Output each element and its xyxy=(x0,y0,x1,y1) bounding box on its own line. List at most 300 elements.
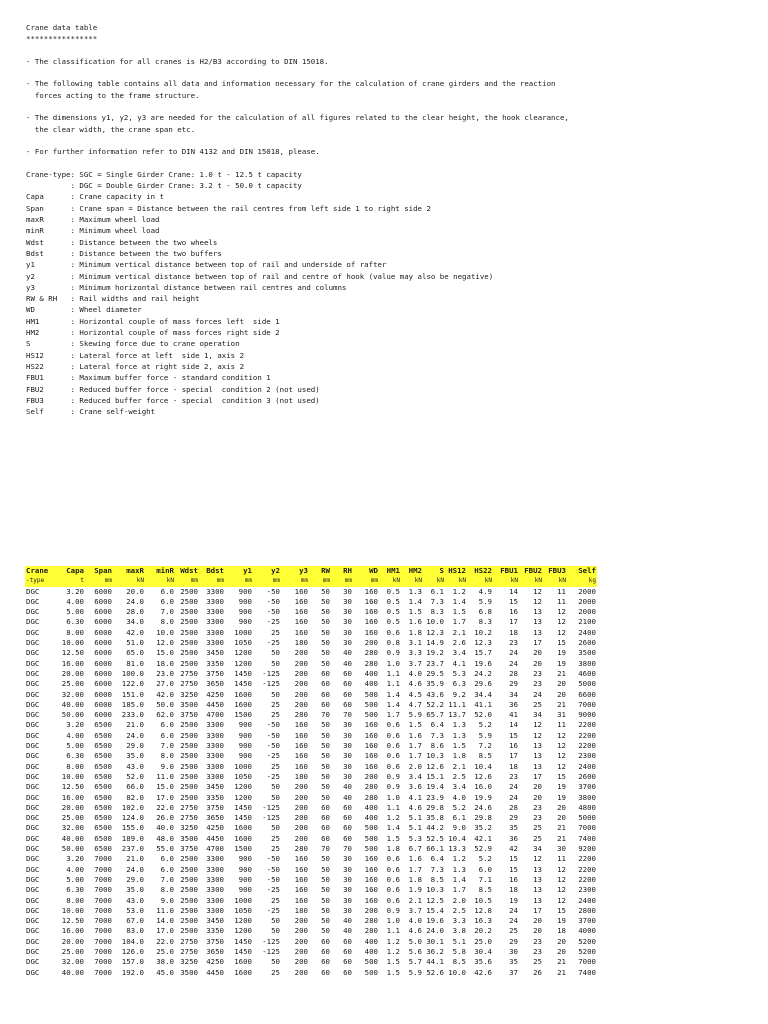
table-cell: 21 xyxy=(557,699,566,709)
table-cell: -50 xyxy=(266,720,280,730)
table-cell: 60 xyxy=(321,833,330,843)
table-cell: DGC xyxy=(26,607,40,617)
table-cell: 1.7 xyxy=(452,617,466,627)
table-cell: 1000 xyxy=(234,895,252,905)
table-cell: 10.00 xyxy=(61,905,84,915)
table-cell: 17.0 xyxy=(156,792,174,802)
table-cell: 13 xyxy=(533,874,542,884)
table-cell: 2.1 xyxy=(408,895,422,905)
table-cell: 160 xyxy=(364,617,378,627)
table-cell: 28.0 xyxy=(126,607,144,617)
table-cell: 55.0 xyxy=(156,844,174,854)
table-cell: 15.0 xyxy=(156,782,174,792)
table-cell: 30 xyxy=(343,638,352,648)
table-cell: 2500 xyxy=(180,771,198,781)
table-cell: 41 xyxy=(509,710,518,720)
table-cell: 15 xyxy=(509,596,518,606)
table-cell: 50.00 xyxy=(61,710,84,720)
table-cell: 280 xyxy=(364,648,378,658)
table-cell: 2750 xyxy=(180,668,198,678)
table-cell: 13 xyxy=(533,627,542,637)
table-cell: 2750 xyxy=(180,813,198,823)
table-cell: 8.0 xyxy=(160,751,174,761)
table-cell: 25 xyxy=(533,957,542,967)
table-cell: 200 xyxy=(294,833,308,843)
table-cell: 16.3 xyxy=(474,916,492,926)
table-cell: DGC xyxy=(26,885,40,895)
note-line: Capa : Crane capacity in t xyxy=(26,192,164,202)
table-cell: 900 xyxy=(238,720,252,730)
table-cell: 1600 xyxy=(234,957,252,967)
table-cell: 900 xyxy=(238,596,252,606)
table-cell: 3250 xyxy=(180,689,198,699)
table-cell: 6500 xyxy=(94,720,112,730)
table-cell: 4.6 xyxy=(408,926,422,936)
table-cell: 30 xyxy=(343,771,352,781)
table-cell: 44.2 xyxy=(426,823,444,833)
table-cell: 4450 xyxy=(206,967,224,977)
table-cell: 6500 xyxy=(94,813,112,823)
table-row xyxy=(25,648,597,658)
table-cell: 25.00 xyxy=(61,679,84,689)
table-cell: 185.0 xyxy=(121,699,144,709)
table-cell: 37 xyxy=(509,967,518,977)
table-cell: 1.4 xyxy=(452,874,466,884)
column-unit: kN xyxy=(467,576,493,586)
table-cell: 1.6 xyxy=(408,617,422,627)
table-cell: 14.0 xyxy=(156,916,174,926)
table-cell: 20 xyxy=(557,679,566,689)
table-row xyxy=(25,679,597,689)
table-cell: 82.0 xyxy=(126,792,144,802)
table-cell: 2400 xyxy=(578,895,596,905)
table-cell: 6.0 xyxy=(160,596,174,606)
table-cell: 192.0 xyxy=(121,967,144,977)
table-cell: 1.8 xyxy=(452,751,466,761)
table-cell: 1.3 xyxy=(408,586,422,596)
note-line: Crane-type: SGC = Single Girder Crane: 1.0 t - 12.5 t capacity xyxy=(26,169,302,179)
table-cell: 200 xyxy=(294,699,308,709)
table-cell: 24.0 xyxy=(126,596,144,606)
table-cell: 24.6 xyxy=(474,802,492,812)
table-cell: 23 xyxy=(533,679,542,689)
table-cell: -50 xyxy=(266,741,280,751)
table-cell: 83.0 xyxy=(126,926,144,936)
table-cell: 20.2 xyxy=(474,926,492,936)
table-cell: 5.9 xyxy=(478,596,492,606)
table-cell: 122.0 xyxy=(121,679,144,689)
table-cell: 280 xyxy=(294,710,308,720)
table-cell: 35.9 xyxy=(426,679,444,689)
table-cell: 20 xyxy=(557,689,566,699)
column-header: y1 xyxy=(225,566,253,576)
table-cell: 2000 xyxy=(578,607,596,617)
table-row xyxy=(25,690,597,700)
note-line: - For further information refer to DIN 4132 and DIN 15018, please. xyxy=(26,147,320,157)
table-cell: 15 xyxy=(509,864,518,874)
table-cell: DGC xyxy=(26,844,40,854)
column-unit: mm xyxy=(253,576,281,586)
table-cell: 17 xyxy=(509,751,518,761)
table-cell: 12 xyxy=(557,864,566,874)
table-cell: 1200 xyxy=(234,648,252,658)
table-cell: 5200 xyxy=(578,946,596,956)
table-cell: 3500 xyxy=(180,699,198,709)
table-cell: 124.0 xyxy=(121,813,144,823)
table-cell: 50 xyxy=(321,586,330,596)
table-cell: 200 xyxy=(294,802,308,812)
table-cell: 4700 xyxy=(206,710,224,720)
table-cell: 32.00 xyxy=(61,957,84,967)
table-cell: 16 xyxy=(509,874,518,884)
table-cell: 189.0 xyxy=(121,833,144,843)
table-cell: 0.5 xyxy=(386,596,400,606)
table-cell: 30 xyxy=(343,730,352,740)
table-cell: 70 xyxy=(321,844,330,854)
table-cell: 500 xyxy=(364,823,378,833)
table-cell: 4.1 xyxy=(408,792,422,802)
table-cell: 5.2 xyxy=(478,854,492,864)
table-cell: 3350 xyxy=(206,658,224,668)
table-cell: 13.3 xyxy=(448,844,466,854)
table-cell: 3700 xyxy=(578,916,596,926)
table-cell: 160 xyxy=(364,895,378,905)
table-cell: 1.3 xyxy=(452,720,466,730)
table-cell: 5.0 xyxy=(408,936,422,946)
table-cell: 7000 xyxy=(94,895,112,905)
table-cell: 500 xyxy=(364,710,378,720)
table-cell: 40.00 xyxy=(61,699,84,709)
table-cell: 6.1 xyxy=(430,586,444,596)
table-cell: 1000 xyxy=(234,627,252,637)
table-cell: 2500 xyxy=(180,751,198,761)
table-cell: -125 xyxy=(262,936,280,946)
table-cell: 15.4 xyxy=(426,905,444,915)
table-cell: 200 xyxy=(294,782,308,792)
table-cell: 25 xyxy=(533,823,542,833)
table-cell: 50 xyxy=(271,689,280,699)
table-cell: 0.9 xyxy=(386,782,400,792)
table-cell: 16 xyxy=(509,741,518,751)
table-cell: 30 xyxy=(343,761,352,771)
table-cell: 3300 xyxy=(206,771,224,781)
table-row xyxy=(25,906,597,916)
table-row xyxy=(25,587,597,597)
table-cell: 6000 xyxy=(94,627,112,637)
table-cell: 52.9 xyxy=(474,844,492,854)
table-cell: 6.7 xyxy=(408,844,422,854)
table-cell: 2750 xyxy=(180,946,198,956)
table-row xyxy=(25,741,597,751)
table-cell: 6.30 xyxy=(66,617,84,627)
note-line xyxy=(26,45,726,56)
table-cell: 180 xyxy=(294,771,308,781)
table-cell: 10.3 xyxy=(426,751,444,761)
table-cell: 42.6 xyxy=(474,967,492,977)
table-cell: 0.8 xyxy=(386,638,400,648)
table-cell: 15 xyxy=(557,638,566,648)
table-cell: 3500 xyxy=(180,833,198,843)
table-cell: 7.2 xyxy=(478,741,492,751)
table-cell: 2200 xyxy=(578,741,596,751)
note-line: y3 : Minimum horizontal distance between rail centres and columns xyxy=(26,282,347,292)
table-unit-row xyxy=(25,576,597,586)
table-cell: 53.0 xyxy=(126,905,144,915)
table-cell: 42.1 xyxy=(474,833,492,843)
table-cell: 10.0 xyxy=(448,967,466,977)
table-cell: 7.3 xyxy=(430,730,444,740)
table-cell: 4.00 xyxy=(66,596,84,606)
table-cell: 3.4 xyxy=(452,648,466,658)
column-header: Bdst xyxy=(199,566,225,576)
table-cell: 1.3 xyxy=(452,864,466,874)
table-cell: 2500 xyxy=(180,864,198,874)
table-cell: 20.0 xyxy=(126,586,144,596)
table-cell: 36.2 xyxy=(426,946,444,956)
table-cell: 50 xyxy=(271,916,280,926)
column-unit: kN xyxy=(493,576,519,586)
table-cell: 23 xyxy=(533,802,542,812)
table-cell: 50 xyxy=(321,916,330,926)
table-cell: 6000 xyxy=(94,607,112,617)
table-cell: 23 xyxy=(509,638,518,648)
table-cell: 19.4 xyxy=(426,782,444,792)
table-cell: 12 xyxy=(557,741,566,751)
table-cell: 42.0 xyxy=(156,689,174,699)
table-cell: 17.0 xyxy=(156,926,174,936)
table-cell: 200 xyxy=(294,823,308,833)
table-cell: 40 xyxy=(343,648,352,658)
table-cell: 1500 xyxy=(234,844,252,854)
table-cell: 0.5 xyxy=(386,617,400,627)
table-cell: 200 xyxy=(294,916,308,926)
note-line: : DGC = Double Girder Crane: 3.2 t - 50.0 t capacity xyxy=(26,181,302,191)
table-cell: 7400 xyxy=(578,833,596,843)
table-cell: 24.0 xyxy=(426,926,444,936)
table-cell: 32.00 xyxy=(61,689,84,699)
table-cell: 2400 xyxy=(578,627,596,637)
note-line: y2 : Minimum vertical distance between top of rail and centre of hook (value may also be negative) xyxy=(26,271,494,281)
table-cell: 15 xyxy=(509,854,518,864)
table-cell: 200 xyxy=(294,658,308,668)
table-cell: 7000 xyxy=(94,946,112,956)
table-cell: 6500 xyxy=(94,833,112,843)
table-cell: 1.5 xyxy=(386,967,400,977)
table-cell: 1.5 xyxy=(408,607,422,617)
table-cell: 20 xyxy=(533,658,542,668)
table-cell: 60 xyxy=(343,802,352,812)
table-cell: 100.0 xyxy=(121,668,144,678)
table-cell: 2500 xyxy=(180,782,198,792)
table-cell: 5.2 xyxy=(478,720,492,730)
table-cell: 22.0 xyxy=(156,802,174,812)
table-cell: 1450 xyxy=(234,668,252,678)
table-cell: 102.0 xyxy=(121,802,144,812)
table-cell: 200 xyxy=(294,679,308,689)
table-cell: 16.0 xyxy=(474,782,492,792)
table-cell: 30.1 xyxy=(426,936,444,946)
table-cell: 160 xyxy=(294,586,308,596)
table-cell: 3500 xyxy=(180,967,198,977)
table-cell: 3300 xyxy=(206,638,224,648)
note-line: forces acting to the frame structure. xyxy=(26,90,200,100)
table-cell: 60 xyxy=(343,699,352,709)
note-line: S : Skewing force due to crane operation xyxy=(26,339,240,349)
table-cell: 0.5 xyxy=(386,607,400,617)
table-cell: 21.0 xyxy=(126,854,144,864)
table-cell: 6000 xyxy=(94,617,112,627)
table-cell: 3750 xyxy=(180,710,198,720)
table-cell: 1.2 xyxy=(452,854,466,864)
crane-data-table xyxy=(25,566,597,978)
table-cell: 3450 xyxy=(206,782,224,792)
table-cell: 1500 xyxy=(234,710,252,720)
column-unit: mm xyxy=(309,576,331,586)
table-cell: 1.8 xyxy=(386,844,400,854)
column-unit: mm xyxy=(199,576,225,586)
table-row xyxy=(25,607,597,617)
table-cell: 12.3 xyxy=(426,627,444,637)
table-cell: 1.4 xyxy=(452,596,466,606)
column-header: Wdst xyxy=(175,566,199,576)
table-cell: 11 xyxy=(557,596,566,606)
table-cell: 6.8 xyxy=(478,607,492,617)
table-cell: 4250 xyxy=(206,823,224,833)
table-cell: 160 xyxy=(294,617,308,627)
table-cell: 60 xyxy=(321,967,330,977)
table-cell: 12 xyxy=(557,885,566,895)
table-cell: 6000 xyxy=(94,658,112,668)
table-cell: 2300 xyxy=(578,751,596,761)
table-cell: 66.0 xyxy=(126,782,144,792)
table-cell: 900 xyxy=(238,607,252,617)
table-cell: 3.20 xyxy=(66,854,84,864)
table-cell: 3500 xyxy=(578,648,596,658)
table-cell: -50 xyxy=(266,586,280,596)
table-cell: 19.2 xyxy=(426,648,444,658)
table-cell: 6000 xyxy=(94,679,112,689)
table-cell: 4250 xyxy=(206,957,224,967)
table-cell: -125 xyxy=(262,802,280,812)
table-cell: 3300 xyxy=(206,607,224,617)
table-cell: 23 xyxy=(533,668,542,678)
table-cell: 200 xyxy=(294,813,308,823)
table-cell: 4450 xyxy=(206,699,224,709)
table-cell: 11.0 xyxy=(156,905,174,915)
table-cell: 1.2 xyxy=(452,586,466,596)
table-cell: 20 xyxy=(533,916,542,926)
table-cell: 2500 xyxy=(180,720,198,730)
table-cell: 24 xyxy=(509,916,518,926)
table-cell: 60 xyxy=(321,689,330,699)
table-cell: 2.0 xyxy=(452,895,466,905)
table-cell: 1000 xyxy=(234,761,252,771)
table-cell: 12 xyxy=(557,874,566,884)
column-header: FBU3 xyxy=(543,566,567,576)
table-cell: 21 xyxy=(557,833,566,843)
table-cell: 12.50 xyxy=(61,648,84,658)
table-cell: 30 xyxy=(343,596,352,606)
table-cell: -50 xyxy=(266,874,280,884)
table-cell: 35.0 xyxy=(126,885,144,895)
table-cell: 29.0 xyxy=(126,741,144,751)
table-cell: 50 xyxy=(321,627,330,637)
table-cell: 160 xyxy=(294,596,308,606)
table-cell: 7000 xyxy=(578,699,596,709)
table-cell: 2200 xyxy=(578,720,596,730)
table-cell: 20 xyxy=(533,648,542,658)
table-cell: 12.6 xyxy=(426,761,444,771)
table-cell: 280 xyxy=(364,658,378,668)
table-cell: 40 xyxy=(343,916,352,926)
note-line: Self : Crane self-weight xyxy=(26,407,156,417)
table-cell: DGC xyxy=(26,741,40,751)
table-cell: 900 xyxy=(238,864,252,874)
table-cell: 2500 xyxy=(180,596,198,606)
table-cell: 20 xyxy=(533,926,542,936)
table-cell: 25 xyxy=(271,699,280,709)
note-line: - The following table contains all data and information necessary for the calculation of crane girders and the reaction xyxy=(26,79,556,89)
table-cell: 2500 xyxy=(180,607,198,617)
table-cell: 60 xyxy=(321,936,330,946)
table-cell: 3650 xyxy=(206,813,224,823)
table-cell: DGC xyxy=(26,761,40,771)
table-cell: 7.0 xyxy=(160,874,174,884)
table-cell: 29.8 xyxy=(474,813,492,823)
table-cell: 2200 xyxy=(578,854,596,864)
table-cell: 8.00 xyxy=(66,761,84,771)
table-cell: 1600 xyxy=(234,689,252,699)
table-cell: 180 xyxy=(294,638,308,648)
table-cell: 1.7 xyxy=(408,751,422,761)
note-line xyxy=(26,101,726,112)
table-cell: 12 xyxy=(533,854,542,864)
table-cell: 12 xyxy=(557,617,566,627)
table-cell: DGC xyxy=(26,874,40,884)
table-cell: 14 xyxy=(509,586,518,596)
table-cell: 66.1 xyxy=(426,844,444,854)
table-row xyxy=(25,926,597,936)
table-cell: 50 xyxy=(321,741,330,751)
table-cell: 35.8 xyxy=(426,813,444,823)
table-cell: 6500 xyxy=(94,823,112,833)
table-cell: 60 xyxy=(321,802,330,812)
table-cell: -25 xyxy=(266,617,280,627)
table-cell: 4800 xyxy=(578,802,596,812)
table-cell: 50.00 xyxy=(61,844,84,854)
table-cell: 400 xyxy=(364,679,378,689)
table-cell: 7.3 xyxy=(430,864,444,874)
table-cell: 0.6 xyxy=(386,730,400,740)
table-cell: 900 xyxy=(238,854,252,864)
table-cell: 0.6 xyxy=(386,627,400,637)
table-cell: DGC xyxy=(26,833,40,843)
table-cell: 2500 xyxy=(180,638,198,648)
table-cell: 7000 xyxy=(94,874,112,884)
table-cell: 3.6 xyxy=(408,782,422,792)
table-cell: 0.9 xyxy=(386,648,400,658)
table-cell: 3300 xyxy=(206,596,224,606)
table-cell: 21.0 xyxy=(126,720,144,730)
table-cell: 1200 xyxy=(234,926,252,936)
table-cell: 50 xyxy=(321,607,330,617)
table-cell: 60 xyxy=(321,823,330,833)
table-cell: DGC xyxy=(26,668,40,678)
table-cell: 8.5 xyxy=(478,751,492,761)
table-cell: 5.3 xyxy=(408,833,422,843)
table-cell: 8.5 xyxy=(478,885,492,895)
table-cell: 0.6 xyxy=(386,895,400,905)
